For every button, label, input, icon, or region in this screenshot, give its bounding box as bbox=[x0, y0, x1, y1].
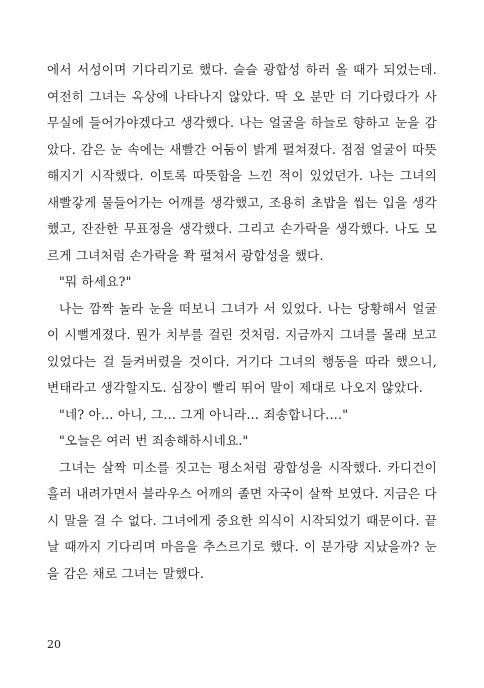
paragraph: 그녀는 살짝 미소를 짓고는 평소처럼 광합성을 시작했다. 카디건이 흘러 내려가면서 블라우스 어깨의 졸면 자국이 살짝 보였다. 지금은 다시 말을 걸 수 없다. 그녀에게 중요한 의식이 시작되었기 때문이다. 끝날 때까지 기다리며 마음을 추스르기로 했다. 이 분가량 지났을까? 눈을 감은 채로 그녀는 말했다. bbox=[47, 459, 437, 581]
body-text bbox=[47, 57, 437, 587]
paragraph: 에서 서성이며 기다리기로 했다. 슬슬 광합성 하러 올 때가 되었는데. 여전히 그녀는 옥상에 나타나지 않았다. 딱 오 분만 더 기다렸다가 사무실에 들어가야겠다고 생각했다. 나는 얼굴을 하늘로 향하고 눈을 감았다. 감은 눈 속에는 새빨간 어둠이 밝게 펼쳐졌다. 점점 얼굴이 따뜻해지기 시작했다. 이토록 따뜻함을 느낀 적이 있었던가. 나는 그녀의 새빨갛게 물들어가는 어깨를 생각했고, 조용히 초밥을 씹는 입을 생각했고, 잔잔한 무표정을 생각했다. 그리고 손가락을 생각했다. 나도 모르게 그녀처럼 손가락을 쫙 펼쳐서 광합성을 했다. bbox=[47, 62, 437, 263]
paragraph-dialogue: "네? 아… 아니, 그… 그게 아니라… 죄송합니다…." bbox=[59, 406, 349, 422]
paragraph-dialogue: "뭐 하세요?" bbox=[59, 274, 132, 289]
paragraph-dialogue: "오늘은 여러 번 죄송해하시네요." bbox=[59, 433, 249, 448]
paragraph: 나는 깜짝 놀라 눈을 떠보니 그녀가 서 있었다. 나는 당황해서 얼굴이 시뻘게졌다. 뭔가 치부를 걸린 것처럼. 지금까지 그녀를 몰래 보고 있었다는 걸 들켜버렸을 것이다. 거기다 그녀의 행동을 따라 했으니, 변태라고 생각할지도. 심장이 빨리 뛰어 말이 제대로 나오지 않았다. bbox=[47, 300, 437, 395]
page-number: 20 bbox=[47, 638, 61, 651]
